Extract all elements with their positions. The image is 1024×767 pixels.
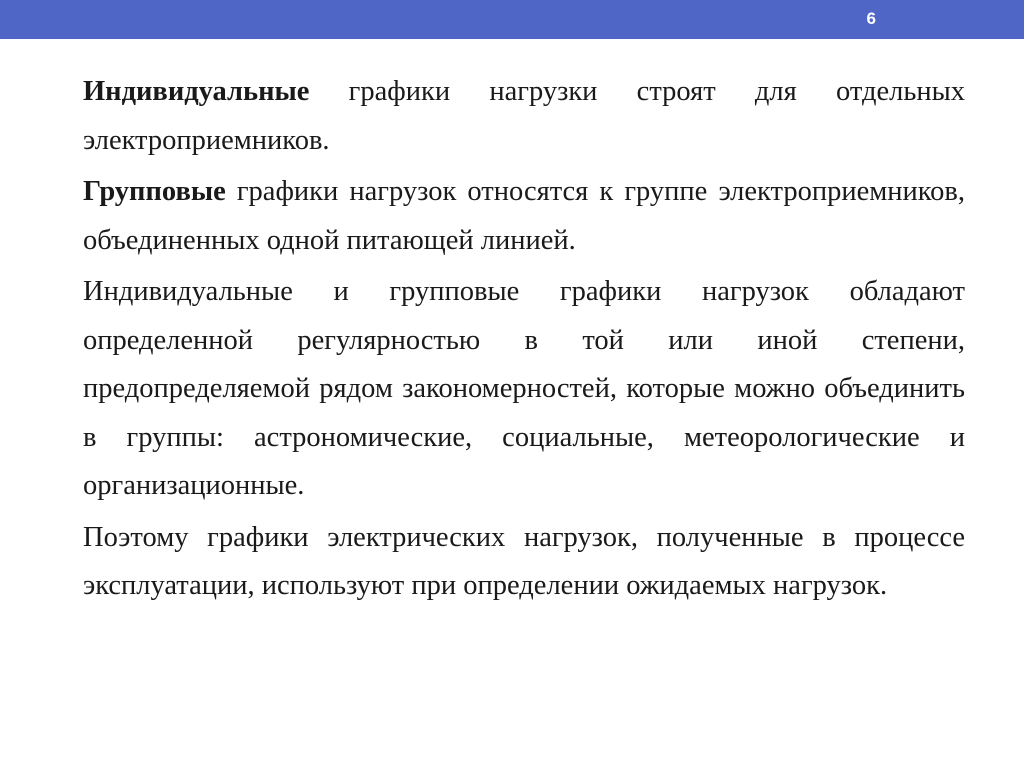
slide-body	[83, 68, 965, 614]
paragraph-group-text: графики нагрузок относятся к группе электроприемников, объединенных одной питающей линией.	[83, 176, 965, 256]
paragraph-regularity	[83, 268, 965, 511]
paragraph-conclusion	[83, 514, 965, 611]
paragraph-individual-text: графики нагрузки строят для отдельных электроприемников.	[83, 76, 965, 156]
paragraph-group	[83, 168, 965, 265]
term-individual: Индивидуальные	[83, 76, 310, 107]
paragraph-conclusion-text: Поэтому графики электрических нагрузок, полученные в процессе эксплуатации, используют при определении ожидаемых нагрузок.	[83, 521, 965, 601]
paragraph-regularity-text: Индивидуальные и групповые графики нагрузок обладают определенной регулярностью в той или иной степени, предопределяемой рядом закономерностей, которые можно объединить в группы: астрономические, социальные, метеорологические и организационные.	[83, 276, 965, 501]
header-bar	[0, 0, 1024, 39]
term-group: Групповые	[83, 176, 226, 207]
slide-number: 6	[866, 9, 876, 28]
paragraph-individual	[83, 68, 965, 165]
